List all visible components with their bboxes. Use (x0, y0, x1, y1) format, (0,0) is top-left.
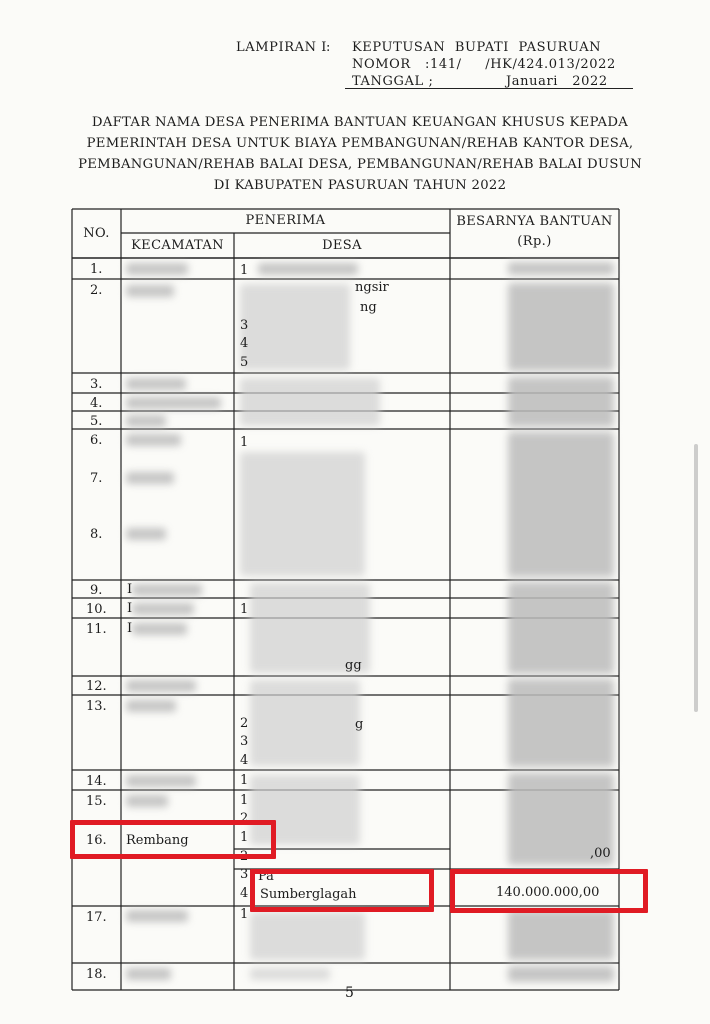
row-number: 9. (90, 583, 103, 598)
redacted-text (126, 700, 176, 712)
partial-text: ng (360, 300, 377, 315)
row-number: 12. (86, 679, 107, 694)
highlight-box-rembang (70, 820, 276, 859)
desa-sub-number: 1 (240, 793, 249, 808)
desa-sub-number: 2 (240, 811, 249, 826)
desa-sub-number: 3 (240, 734, 249, 749)
partial-text: ngsir (355, 280, 389, 295)
redacted-amount (508, 283, 614, 371)
row-number: 10. (86, 602, 107, 617)
row-number: 5. (90, 414, 103, 429)
row-number: 17. (86, 910, 107, 925)
redacted-text (132, 603, 194, 615)
header-colon: : (326, 40, 331, 55)
row-number: 8. (90, 527, 103, 542)
partial-text: gg (345, 658, 362, 673)
column-desa: DESA (322, 238, 362, 253)
redacted-text (126, 795, 168, 807)
highlight-box-sumberglagah (250, 869, 434, 912)
desa-sub-number: 1 (240, 435, 249, 450)
row-number: 3. (90, 377, 103, 392)
row-number: 6. (90, 433, 103, 448)
row-number: 11. (86, 622, 107, 637)
redacted-text (126, 472, 174, 484)
partial-text: ,00 (590, 846, 611, 861)
desa-sub-number: 5 (240, 355, 249, 370)
partial-text: 2 (240, 849, 249, 864)
redacted-amount (508, 910, 614, 960)
redacted-text (126, 434, 181, 446)
partial-text: I (127, 582, 133, 597)
partial-text: I (127, 601, 133, 616)
kecamatan-rembang: Rembang (126, 833, 189, 848)
desa-sub-number: 3 (240, 318, 249, 333)
desa-sub-number: 2 (240, 716, 249, 731)
keputusan-title: KEPUTUSAN BUPATI PASURUAN (352, 40, 602, 55)
partial-text: 1 (240, 602, 249, 617)
redacted-block (250, 680, 360, 766)
redacted-amount (508, 432, 614, 577)
highlight-box-amount (450, 869, 648, 913)
redacted-block (250, 912, 365, 960)
row-number: 14. (86, 774, 107, 789)
column-kecamatan: KECAMATAN (131, 238, 224, 253)
desa-sub-number: 4 (240, 886, 249, 901)
column-no: NO. (83, 226, 110, 241)
redacted-text (132, 584, 202, 596)
nomor-line: NOMOR :141/ /HK/424.013/2022 (352, 57, 616, 72)
redacted-text (126, 968, 171, 980)
row-number: 4. (90, 396, 103, 411)
desa-sub-number: 4 (240, 753, 249, 768)
redacted-amount (508, 679, 614, 767)
redacted-amount (508, 262, 614, 275)
column-rp: (Rp.) (517, 234, 552, 249)
redacted-amount (508, 966, 614, 982)
desa-sub-number: 1 (240, 263, 249, 278)
redacted-text (132, 623, 187, 635)
redacted-amount (508, 582, 614, 674)
column-penerima: PENERIMA (245, 213, 326, 228)
desa-sub-number: 1 (240, 773, 249, 788)
title-line-2: PEMERINTAH DESA UNTUK BIAYA PEMBANGUNAN/REHAB KANTOR DESA, (86, 136, 634, 151)
redacted-text (250, 968, 330, 980)
redacted-block (240, 378, 380, 426)
redacted-text (258, 263, 358, 275)
redacted-text (126, 415, 166, 427)
amount-sumberglagah: 140.000.000,00 (496, 885, 600, 900)
partial-text: I (127, 621, 133, 636)
title-line-1: DAFTAR NAMA DESA PENERIMA BANTUAN KEUANGAN KHUSUS KEPADA (91, 115, 629, 130)
redacted-text (126, 528, 166, 540)
row-number: 7. (90, 471, 103, 486)
redacted-amount (508, 377, 614, 427)
partial-text: Pa (258, 869, 274, 884)
partial-text: g (355, 717, 364, 732)
lampiran-label: LAMPIRAN I (236, 40, 328, 55)
desa-sub-number: 1 (240, 907, 249, 922)
desa-sub-number: 1 (240, 830, 249, 845)
desa-sub-number: 3 (240, 867, 249, 882)
row-number-highlighted: 16. (86, 833, 107, 848)
tanggal-label: TANGGAL ; (352, 74, 434, 89)
row-number: 13. (86, 699, 107, 714)
redacted-text (126, 910, 188, 922)
redacted-text (126, 263, 188, 275)
title-line-4: DI KABUPATEN PASURUAN TAHUN 2022 (213, 178, 507, 193)
desa-sub-number: 4 (240, 336, 249, 351)
row-number: 2. (90, 283, 103, 298)
scrollbar[interactable] (694, 444, 698, 712)
tanggal-value: Januari 2022 (506, 74, 608, 89)
row-number: 18. (86, 967, 107, 982)
redacted-text (126, 397, 221, 409)
row-number: 1. (90, 262, 103, 277)
desa-sumberglagah: Sumberglagah (260, 887, 357, 902)
column-besarnya-bantuan: BESARNYA BANTUAN (456, 214, 613, 229)
redacted-block (240, 284, 350, 370)
redacted-text (126, 378, 186, 390)
row-number: 15. (86, 794, 107, 809)
redacted-block (240, 452, 365, 576)
redacted-text (126, 680, 196, 692)
title-line-3: PEMBANGUNAN/REHAB BALAI DESA, PEMBANGUNAN/REHAB BALAI DUSUN (78, 157, 642, 172)
redacted-text (126, 775, 196, 787)
redacted-text (126, 285, 174, 297)
page-number: 5 (345, 985, 354, 1001)
